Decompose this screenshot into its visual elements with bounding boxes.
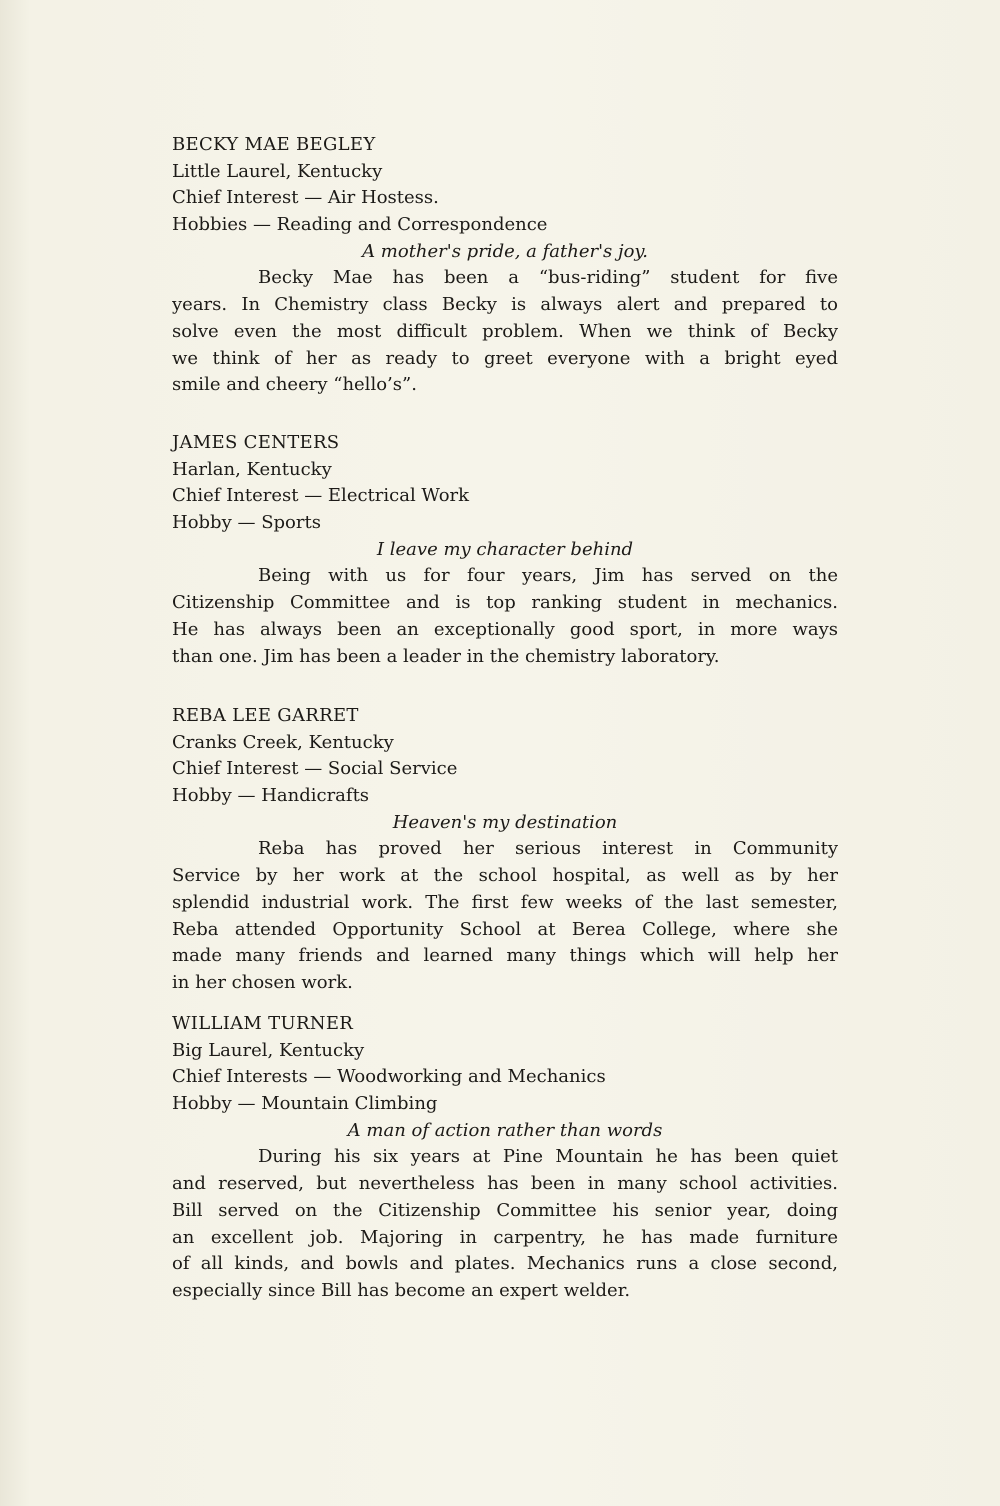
hobby: Hobby — Sports <box>172 512 321 534</box>
paragraph-line: During his six years at Pine Mountain he has been quiet <box>258 1146 838 1168</box>
student-entry <box>172 430 838 670</box>
motto: Heaven's my destination <box>392 811 618 833</box>
chief-interest: Chief Interests — Woodworking and Mechanics <box>172 1066 606 1088</box>
paragraph-line: Service by her work at the school hospital, as well as by her <box>172 865 838 887</box>
paragraph-line: He has always been an exceptionally good sport, in more ways <box>172 618 838 640</box>
paragraph-line: splendid industrial work. The first few weeks of the last semester, <box>172 891 838 913</box>
chief-interest: Chief Interest — Electrical Work <box>172 485 470 507</box>
paragraph-line: an excellent job. Majoring in carpentry, he has made furniture <box>172 1226 838 1248</box>
paragraph-line: years. In Chemistry class Becky is always alert and prepared to <box>172 294 838 316</box>
paragraph-line: we think of her as ready to greet everyone with a bright eyed <box>172 347 838 369</box>
paragraph-line: Bill served on the Citizenship Committee his senior year, doing <box>172 1199 838 1221</box>
paragraph-line: Reba attended Opportunity School at Berea College, where she <box>172 918 838 940</box>
student-entry <box>172 132 838 399</box>
paragraph-line: Citizenship Committee and is top ranking student in mechanics. <box>172 592 838 614</box>
motto: A man of action rather than words <box>347 1119 663 1141</box>
student-name: JAMES CENTERS <box>172 432 340 453</box>
paragraph-line: especially since Bill has become an expert welder. <box>172 1279 631 1301</box>
chief-interest: Chief Interest — Social Service <box>172 758 458 780</box>
paragraph-line: smile and cheery “hello’s”. <box>172 374 417 396</box>
hometown: Cranks Creek, Kentucky <box>172 731 394 753</box>
chief-interest: Chief Interest — Air Hostess. <box>172 187 439 209</box>
paragraph-line: and reserved, but nevertheless has been in many school activities. <box>172 1173 838 1195</box>
hometown: Harlan, Kentucky <box>172 458 332 480</box>
hometown: Little Laurel, Kentucky <box>172 160 383 182</box>
paragraph-line: of all kinds, and bowls and plates. Mechanics runs a close second, <box>172 1253 838 1275</box>
paragraph-line: Becky Mae has been a “bus-riding” student for five <box>258 267 838 289</box>
hometown: Big Laurel, Kentucky <box>172 1039 365 1061</box>
hobby: Hobby — Mountain Climbing <box>172 1093 438 1115</box>
student-entry <box>172 703 838 997</box>
student-name: BECKY MAE BEGLEY <box>172 134 376 155</box>
motto: I leave my character behind <box>376 538 634 560</box>
hobby: Hobbies — Reading and Correspondence <box>172 214 548 236</box>
paragraph-line: solve even the most difficult problem. When we think of Becky <box>172 320 838 342</box>
hobby: Hobby — Handicrafts <box>172 785 370 807</box>
student-name: REBA LEE GARRET <box>172 705 359 726</box>
student-entry <box>172 1011 838 1305</box>
paragraph-line: in her chosen work. <box>172 971 353 993</box>
student-name: WILLIAM TURNER <box>172 1013 354 1034</box>
paragraph-line: Reba has proved her serious interest in Community <box>258 838 838 860</box>
motto: A mother's pride, a father's joy. <box>362 240 648 262</box>
paragraph-line: Being with us for four years, Jim has served on the <box>258 565 838 587</box>
paragraph-line: than one. Jim has been a leader in the chemistry laboratory. <box>172 645 720 667</box>
paragraph-line: made many friends and learned many things which will help her <box>172 945 838 967</box>
